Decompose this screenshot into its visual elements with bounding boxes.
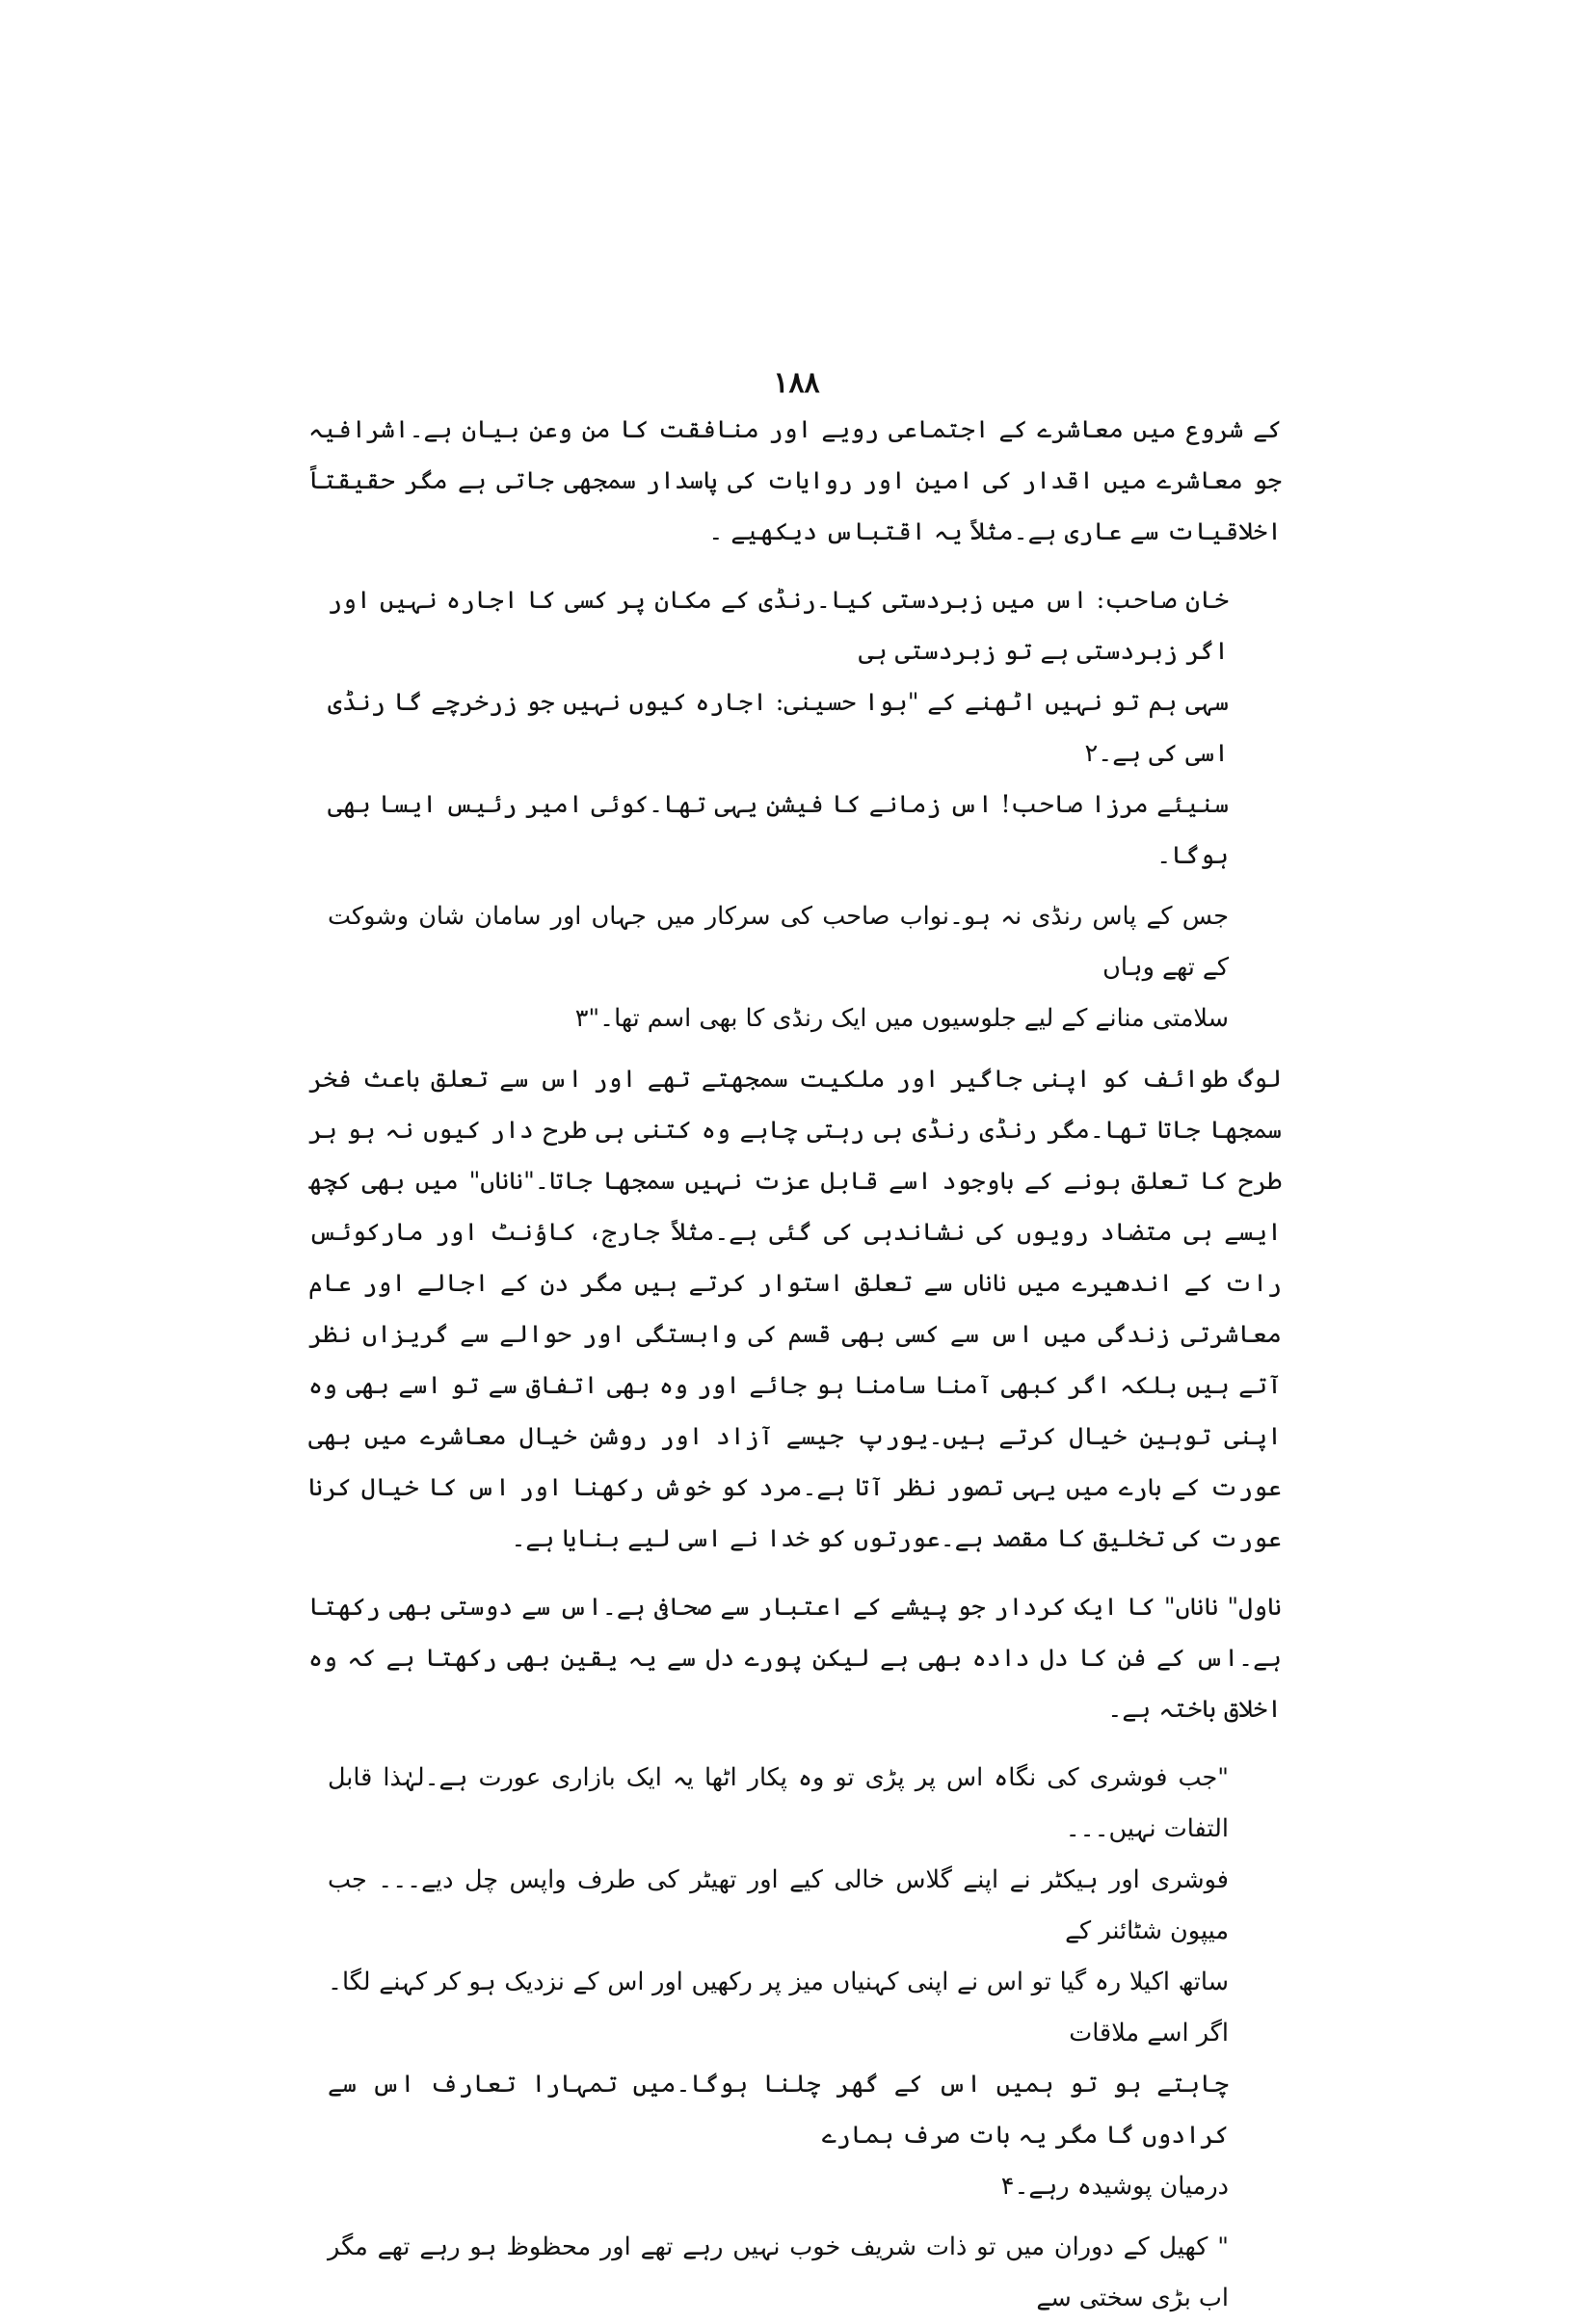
quote-line: سلامتی منانے کے لیے جلوسیوں میں ایک رنڈی کا بھی اسم تھا۔"۳ <box>574 1004 1229 1033</box>
quote-line: "جب فوشری کی نگاہ اس پر پڑی تو وہ پکار اٹھا یہ ایک بازاری عورت ہے۔لہٰذا قابل التفات نہیں۔۔۔ <box>328 1763 1229 1843</box>
quote-line: درمیان پوشیدہ رہے۔۴ <box>1000 2172 1229 2201</box>
quote-block-3 <box>328 1753 1229 2212</box>
quote-block-2 <box>328 891 1229 1044</box>
quote-block-1 <box>328 575 1229 882</box>
quote-line: سنیئے مرزا صاحب! اس زمانے کا فیشن یہی تھا۔کوئی امیر رئیس ایسا بھی ہوگا۔ <box>328 790 1229 870</box>
quote-line: فوشری اور ہیکٹر نے اپنے گلاس خالی کیے اور تھیٹر کی طرف واپس چل دیے۔۔۔ جب میپون شٹائنر کے <box>328 1865 1229 1945</box>
paragraph-intro: کے شروع میں معاشرے کے اجتماعی رویے اور منافقت کا من وعن بیان ہے۔اشرافیہ جو معاشرے میں اقدار کی امین اور روایات کی پاسدار سمجھی جاتی ہے مگر حقیقتاً اخلاقیات سے عاری ہے۔مثلاً یہ اقتباس دیکھیے ۔ <box>308 415 1282 546</box>
paragraph-nanan-attitudes: لوگ طوائف کو اپنی جاگیر اور ملکیت سمجھتے تھے اور اس سے تعلق باعث فخر سمجھا جاتا تھا۔مگر رنڈی رنڈی ہی رہتی چاہے وہ کتنی ہی طرح دار کیوں نہ ہو ہر طرح کا تعلق ہونے کے باوجود اسے قابل عزت نہیں سمجھا جاتا۔"ناناں" میں بھی کچھ ایسے ہی متضاد رویوں کی نشاندہی کی گئی ہے۔مثلاً جارج، کاؤنٹ اور مارکوئس رات کے اندھیرے میں ناناں سے تعلق استوار کرتے ہیں مگر دن کے اجالے اور عام معاشرتی زندگی میں اس سے کسی بھی قسم کی وابستگی اور حوالے سے گریزاں نظر آتے ہیں بلکہ اگر کبھی آمنا سامنا ہو جائے اور وہ بھی اتفاق سے تو اسے بھی وہ اپنی توہین خیال کرتے ہیں۔یورپ جیسے آزاد اور روشن خیال معاشرے میں بھی عورت کے بارے میں یہی تصور نظر آتا ہے۔مرد کو خوش رکھنا اور اس کا خیال کرنا عورت کی تخلیق کا مقصد ہے۔عورتوں کو خدا نے اسی لیے بنایا ہے۔ <box>308 1065 1282 1553</box>
paragraph-journalist: ناول" ناناں" کا ایک کردار جو پیشے کے اعتبار سے صحافی ہے۔اس سے دوستی بھی رکھتا ہے۔اس کے فن کا دل دادہ بھی ہے لیکن پورے دل سے یہ یقین بھی رکھتا ہے کہ وہ اخلاق باختہ ہے۔ <box>308 1593 1282 1724</box>
quote-line: خان صاحب: اس میں زبردستی کیا۔رنڈی کے مکان پر کسی کا اجارہ نہیں اور اگر زبردستی ہے تو زبردستی ہی <box>328 586 1229 666</box>
quote-line: سہی ہم تو نہیں اٹھنے کے "بوا حسینی: اجارہ کیوں نہیں جو زرخرچے گا رنڈی اسی کی ہے۔۲ <box>328 688 1229 768</box>
quote-line: جس کے پاس رنڈی نہ ہو۔نواب صاحب کی سرکار میں جہاں اور سامان شان وشوکت کے تھے وہاں <box>328 902 1229 982</box>
quote-block-4 <box>328 2222 1229 2324</box>
page-number: ۱۸۸ <box>773 366 820 400</box>
page-body <box>308 405 1282 2324</box>
quote-line: چاہتے ہو تو ہمیں اس کے گھر چلنا ہوگا۔میں تمہارا تعارف اس سے کرادوں گا مگر یہ بات صرف ہمارے <box>328 2070 1229 2150</box>
quote-line: ساتھ اکیلا رہ گیا تو اس نے اپنی کہنیاں میز پر رکھیں اور اس کے نزدیک ہو کر کہنے لگا۔اگر اسے ملاقات <box>328 1967 1229 2047</box>
quote-line: " کھیل کے دوران میں تو ذات شریف خوب نہیں رہے تھے اور محظوظ ہو رہے تھے مگر اب بڑی سختی سے <box>328 2232 1229 2312</box>
